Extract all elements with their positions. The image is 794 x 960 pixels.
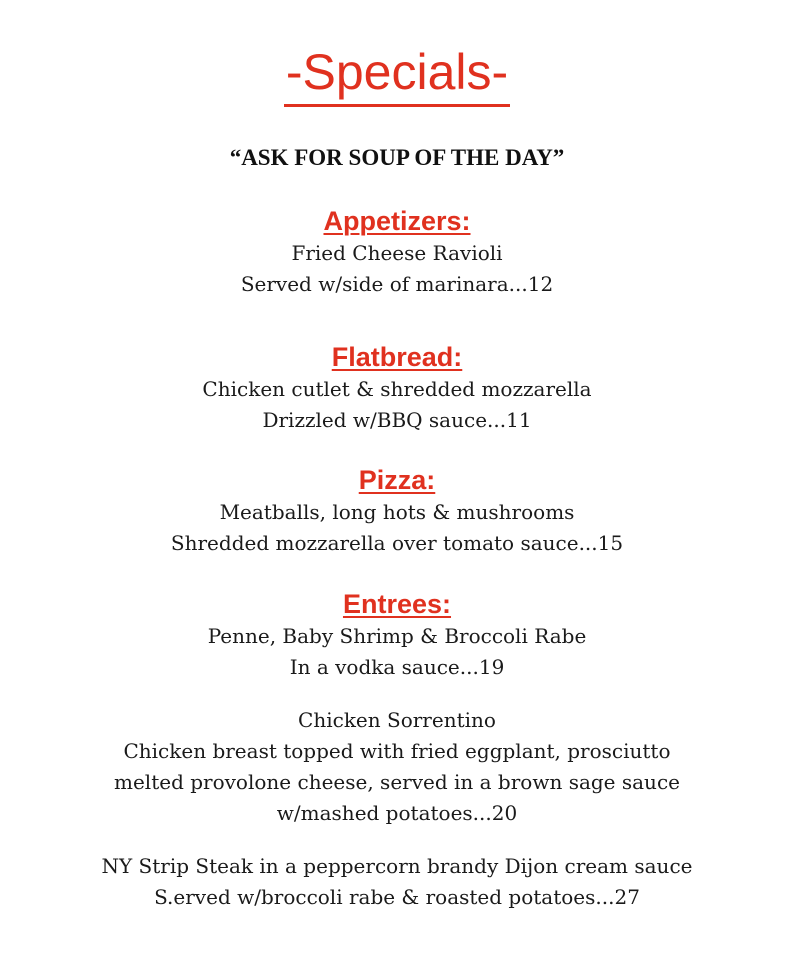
entree-line: Penne, Baby Shrimp & Broccoli Rabe: [207, 624, 587, 648]
appetizers-section: [0, 204, 794, 300]
entrees-section: [0, 587, 794, 913]
entree-line: S.erved w/broccoli rabe & roasted potatoes...27: [154, 885, 640, 909]
pizza-heading: Pizza:: [358, 465, 436, 495]
pizza-section: [0, 463, 794, 559]
appetizers-heading: Appetizers:: [323, 206, 471, 236]
page-title: -Specials-: [0, 40, 794, 107]
entree-line: Chicken breast topped with fried eggplant, prosciutto: [123, 739, 671, 763]
soup-of-the-day-note: “ASK FOR SOUP OF THE DAY”: [229, 145, 565, 170]
entree-line: Chicken Sorrentino: [298, 708, 496, 732]
entree-line: In a vodka sauce...19: [289, 655, 505, 679]
flatbread-line: Chicken cutlet & shredded mozzarella: [202, 377, 592, 401]
entree-line: w/mashed potatoes...20: [276, 801, 518, 825]
appetizer-line: Fried Cheese Ravioli: [291, 241, 503, 265]
flatbread-heading: Flatbread:: [331, 342, 463, 372]
pizza-line: Meatballs, long hots & mushrooms: [219, 500, 575, 524]
entree-line: NY Strip Steak in a peppercorn brandy Dijon cream sauce: [101, 854, 693, 878]
appetizer-line: Served w/side of marinara...12: [240, 272, 554, 296]
flatbread-section: [0, 340, 794, 436]
entree-line: melted provolone cheese, served in a brown sage sauce: [114, 770, 680, 794]
pizza-line: Shredded mozzarella over tomato sauce...15: [170, 531, 624, 555]
entrees-heading: Entrees:: [342, 589, 452, 619]
flatbread-line: Drizzled w/BBQ sauce...11: [262, 408, 532, 432]
